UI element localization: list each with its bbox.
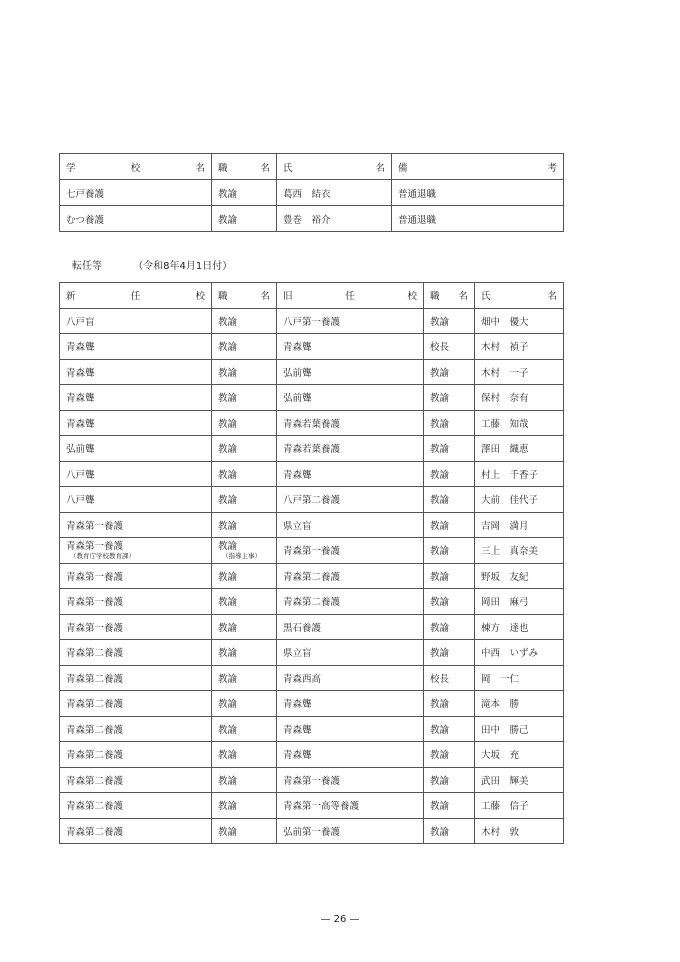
table-row (60, 180, 564, 206)
cell-name-text: 田中 勝己 (481, 724, 529, 736)
cell-name-text: 木村 敦 (481, 826, 520, 838)
cell-old-school (277, 436, 424, 462)
cell-old-position-text: 教諭 (430, 495, 450, 507)
cell-new-position-text: 教諭 (218, 469, 238, 481)
retirement-table (59, 153, 564, 232)
cell-name (475, 461, 564, 487)
cell-old-position-text: 教諭 (430, 418, 450, 430)
cell-new-school-text: 八戸聾 (66, 469, 95, 481)
cell-new-school (60, 359, 212, 385)
cell-old-school (277, 742, 424, 768)
cell-new-school-text: 八戸盲 (66, 316, 95, 328)
cell-new-school-text: 青森聾 (66, 342, 95, 354)
cell-old-school (277, 716, 424, 742)
cell-old-school-text: 青森聾 (283, 750, 312, 762)
cell-new-school-text: 青森第二養護 (66, 673, 124, 685)
cell-name (475, 308, 564, 334)
cell-new-position-text: 教諭 (218, 597, 238, 609)
cell-new-school (60, 385, 212, 411)
table-row (60, 665, 564, 691)
table-row (60, 538, 564, 564)
cell-old-position (424, 385, 475, 411)
cell-school (60, 206, 212, 232)
table-row (60, 793, 564, 819)
cell-old-school-text: 八戸第一養護 (283, 316, 341, 328)
transfer-table (59, 282, 564, 844)
cell-new-position (212, 410, 277, 436)
table-header-row (60, 283, 564, 309)
cell-new-school-text: 青森第二養護 (66, 801, 124, 813)
cell-old-position-text: 教諭 (430, 622, 450, 634)
cell-note (392, 206, 564, 232)
cell-new-school (60, 716, 212, 742)
cell-new-position-text: 教諭 (218, 750, 238, 762)
table-row (60, 436, 564, 462)
cell-old-school (277, 538, 424, 564)
cell-old-position (424, 512, 475, 538)
cell-position (212, 206, 277, 232)
cell-note (392, 180, 564, 206)
cell-new-position (212, 385, 277, 411)
cell-name-text: 葛西 結衣 (283, 188, 331, 200)
cell-name (475, 716, 564, 742)
cell-new-position (212, 436, 277, 462)
cell-new-position-text: 教諭 (218, 699, 238, 711)
cell-name-text: 野坂 友紀 (481, 571, 529, 583)
cell-old-school-text: 青森聾 (283, 724, 312, 736)
cell-note-text: 普通退職 (398, 188, 437, 200)
cell-name (475, 410, 564, 436)
table-row (60, 206, 564, 232)
cell-new-school-text: 八戸聾 (66, 495, 95, 507)
header-school: 学 校 名 (60, 154, 212, 180)
cell-old-position (424, 665, 475, 691)
cell-old-school (277, 563, 424, 589)
cell-old-position-text: 教諭 (430, 444, 450, 456)
cell-name-text: 吉岡 満月 (481, 520, 529, 532)
cell-old-school-text: 青森聾 (283, 342, 312, 354)
cell-name (475, 385, 564, 411)
table-header-row (60, 154, 564, 180)
cell-name (277, 206, 392, 232)
cell-old-school (277, 334, 424, 360)
cell-old-school-text: 青森西高 (283, 673, 322, 685)
cell-new-position (212, 308, 277, 334)
cell-new-school-subtext: （教育庁学校教育課） (70, 551, 135, 560)
cell-old-school-text: 弘前聾 (283, 367, 312, 379)
cell-note-text: 普通退職 (398, 214, 437, 226)
header-new-school: 新 任 校 (60, 283, 212, 309)
cell-name (475, 436, 564, 462)
cell-old-school (277, 691, 424, 717)
cell-old-school-text: 青森第一高等養護 (283, 801, 360, 813)
cell-old-position-text: 教諭 (430, 699, 450, 711)
cell-old-position-text: 教諭 (430, 724, 450, 736)
cell-school-text: むつ養護 (66, 214, 105, 226)
cell-name-text: 保村 奈有 (481, 393, 529, 405)
cell-old-school-text: 青森第二養護 (283, 571, 341, 583)
cell-new-school-text: 青森第一養護 (66, 520, 124, 532)
cell-old-position-text: 教諭 (430, 597, 450, 609)
cell-old-school-text: 青森第一養護 (283, 546, 341, 558)
cell-name-text: 岡 一仁 (481, 673, 520, 685)
cell-new-school-text: 青森第二養護 (66, 699, 124, 711)
cell-new-position-text: 教諭 (218, 316, 238, 328)
cell-old-school (277, 308, 424, 334)
cell-old-position (424, 793, 475, 819)
cell-old-school-text: 青森聾 (283, 699, 312, 711)
cell-new-position-text: 教諭 (218, 775, 238, 787)
cell-name-text: 木村 禎子 (481, 342, 529, 354)
header-note: 備 考 (392, 154, 564, 180)
cell-name (475, 487, 564, 513)
table-row (60, 512, 564, 538)
cell-new-position (212, 818, 277, 844)
cell-new-school (60, 691, 212, 717)
cell-old-school-text: 青森若葉養護 (283, 418, 341, 430)
cell-name-text: 大前 佳代子 (481, 495, 539, 507)
cell-new-school (60, 461, 212, 487)
cell-old-position-text: 校長 (430, 342, 450, 354)
cell-new-position-text: 教諭 (218, 418, 238, 430)
cell-new-position (212, 334, 277, 360)
cell-old-position (424, 742, 475, 768)
cell-new-school (60, 665, 212, 691)
table-row (60, 818, 564, 844)
cell-name (475, 512, 564, 538)
table-row (60, 767, 564, 793)
cell-new-position (212, 589, 277, 615)
cell-name (475, 818, 564, 844)
cell-old-position-text: 教諭 (430, 393, 450, 405)
cell-name-text: 畑中 優大 (481, 316, 529, 328)
cell-new-position-text: 教諭 (218, 367, 238, 379)
cell-position-text: 教諭 (218, 214, 238, 226)
table-row (60, 563, 564, 589)
cell-new-position-text: 教諭 (218, 801, 238, 813)
cell-new-school-text: 青森第一養護 (66, 597, 124, 609)
cell-old-position (424, 640, 475, 666)
cell-old-position-text: 教諭 (430, 469, 450, 481)
cell-old-position-text: 教諭 (430, 775, 450, 787)
cell-old-position (424, 614, 475, 640)
header-old-position: 職 名 (424, 283, 475, 309)
cell-old-position (424, 563, 475, 589)
cell-name (475, 691, 564, 717)
cell-old-school-text: 青森第一養護 (283, 775, 341, 787)
cell-old-position-text: 教諭 (430, 367, 450, 379)
cell-school-text: 七戸養護 (66, 188, 105, 200)
cell-old-school (277, 767, 424, 793)
cell-old-position (424, 436, 475, 462)
cell-old-position (424, 716, 475, 742)
cell-new-position (212, 461, 277, 487)
table-row (60, 359, 564, 385)
cell-old-position-text: 教諭 (430, 648, 450, 660)
cell-name (277, 180, 392, 206)
cell-name-text: 三上 真奈美 (481, 546, 539, 558)
cell-name (475, 334, 564, 360)
cell-new-position-text: 教諭 (218, 648, 238, 660)
cell-old-position (424, 538, 475, 564)
cell-old-position-text: 教諭 (430, 801, 450, 813)
cell-new-position-text: 教諭 (218, 393, 238, 405)
cell-new-school (60, 793, 212, 819)
cell-old-school (277, 359, 424, 385)
cell-new-position-text: 教諭 (218, 826, 238, 838)
table-row (60, 691, 564, 717)
cell-new-school-text: 青森第二養護 (66, 750, 124, 762)
cell-new-school-text: 青森第一養護 (66, 571, 124, 583)
cell-name (475, 538, 564, 564)
cell-new-school (60, 767, 212, 793)
cell-new-school (60, 818, 212, 844)
cell-name-text: 澤田 織恵 (481, 444, 529, 456)
cell-old-position-text: 教諭 (430, 546, 450, 558)
cell-new-position (212, 614, 277, 640)
cell-new-position-text: 教諭 (218, 673, 238, 685)
cell-new-position (212, 563, 277, 589)
table-row (60, 308, 564, 334)
cell-old-position (424, 308, 475, 334)
cell-new-position (212, 640, 277, 666)
cell-old-position-text: 教諭 (430, 316, 450, 328)
table-row (60, 461, 564, 487)
cell-new-school-text: 青森第二養護 (66, 648, 124, 660)
table-row (60, 589, 564, 615)
table-row (60, 385, 564, 411)
cell-new-school (60, 410, 212, 436)
cell-name-text: 村上 千香子 (481, 469, 539, 481)
cell-new-position-text: 教諭 (218, 495, 238, 507)
cell-new-school (60, 512, 212, 538)
table-row (60, 487, 564, 513)
cell-old-school (277, 818, 424, 844)
cell-old-school-text: 青森若葉養護 (283, 444, 341, 456)
cell-new-school-text: 青森聾 (66, 393, 95, 405)
cell-new-position (212, 691, 277, 717)
cell-new-school (60, 640, 212, 666)
table-row (60, 614, 564, 640)
cell-new-position (212, 742, 277, 768)
header-position: 職 名 (212, 154, 277, 180)
cell-name (475, 793, 564, 819)
cell-new-school-text: 青森第二養護 (66, 775, 124, 787)
cell-new-position-text: 教諭 (218, 622, 238, 634)
cell-school (60, 180, 212, 206)
cell-old-school-text: 弘前第一養護 (283, 826, 341, 838)
cell-old-school (277, 640, 424, 666)
cell-old-school (277, 665, 424, 691)
cell-old-school-text: 青森聾 (283, 469, 312, 481)
cell-new-position-text: 教諭 (218, 520, 238, 532)
table-row (60, 716, 564, 742)
cell-name (475, 742, 564, 768)
cell-name-text: 滝本 勝 (481, 699, 520, 711)
table-row (60, 742, 564, 768)
table-row (60, 334, 564, 360)
cell-new-position (212, 512, 277, 538)
cell-name-text: 豊巻 裕介 (283, 214, 331, 226)
cell-old-position-text: 校長 (430, 673, 450, 685)
cell-old-position (424, 767, 475, 793)
cell-new-school-text: 弘前聾 (66, 444, 95, 456)
cell-name-text: 棟方 達也 (481, 622, 529, 634)
cell-name-text: 岡田 麻弓 (481, 597, 529, 609)
cell-name-text: 工藤 信子 (481, 801, 529, 813)
cell-old-position (424, 461, 475, 487)
cell-old-position-text: 教諭 (430, 520, 450, 532)
cell-position (212, 180, 277, 206)
transfer-caption (72, 257, 232, 272)
cell-name-text: 木村 一子 (481, 367, 529, 379)
cell-old-position-text: 教諭 (430, 826, 450, 838)
cell-name (475, 665, 564, 691)
cell-name-text: 武田 輝美 (481, 775, 529, 787)
cell-name-text: 工藤 知哉 (481, 418, 529, 430)
cell-new-school-text: 青森聾 (66, 367, 95, 379)
cell-new-school (60, 334, 212, 360)
cell-old-school (277, 614, 424, 640)
cell-new-position-text: 教諭 (218, 724, 238, 736)
table-row (60, 640, 564, 666)
cell-old-school (277, 410, 424, 436)
cell-name (475, 767, 564, 793)
cell-old-school (277, 487, 424, 513)
cell-name-text: 中西 いずみ (481, 648, 539, 660)
cell-new-position (212, 716, 277, 742)
cell-name (475, 640, 564, 666)
cell-new-position (212, 359, 277, 385)
cell-new-school-text: 青森第一養護 (66, 622, 124, 634)
cell-old-position-text: 教諭 (430, 750, 450, 762)
cell-name (475, 359, 564, 385)
cell-new-position-subtext: （指導主事） (222, 551, 261, 560)
cell-new-position-text: 教諭 (218, 540, 238, 552)
header-new-position: 職 名 (212, 283, 277, 309)
cell-old-school-text: 県立盲 (283, 648, 312, 660)
cell-new-school (60, 436, 212, 462)
cell-new-position (212, 665, 277, 691)
cell-old-school (277, 461, 424, 487)
cell-old-school (277, 793, 424, 819)
cell-new-school (60, 742, 212, 768)
cell-new-school (60, 538, 212, 564)
cell-old-school (277, 385, 424, 411)
cell-name (475, 589, 564, 615)
cell-old-position (424, 818, 475, 844)
cell-old-position (424, 410, 475, 436)
cell-new-position (212, 793, 277, 819)
cell-new-school (60, 563, 212, 589)
cell-new-school (60, 308, 212, 334)
cell-old-position-text: 教諭 (430, 571, 450, 583)
cell-new-school-text: 青森第二養護 (66, 724, 124, 736)
cell-old-position (424, 691, 475, 717)
cell-old-school (277, 589, 424, 615)
cell-old-school-text: 県立盲 (283, 520, 312, 532)
page-number: — 26 — (320, 914, 360, 925)
cell-name (475, 563, 564, 589)
cell-name (475, 614, 564, 640)
cell-old-school-text: 青森第二養護 (283, 597, 341, 609)
cell-old-school-text: 弘前聾 (283, 393, 312, 405)
cell-new-position (212, 538, 277, 564)
cell-old-position (424, 589, 475, 615)
cell-new-school (60, 614, 212, 640)
cell-old-school-text: 八戸第二養護 (283, 495, 341, 507)
cell-old-position (424, 334, 475, 360)
cell-new-position-text: 教諭 (218, 571, 238, 583)
cell-new-school-text: 青森聾 (66, 418, 95, 430)
cell-new-school-text: 青森第一養護 (66, 540, 124, 552)
transfer-title: 転任等 (72, 261, 102, 272)
cell-new-school (60, 589, 212, 615)
cell-old-position (424, 487, 475, 513)
cell-position-text: 教諭 (218, 188, 238, 200)
header-old-school: 旧 任 校 (277, 283, 424, 309)
cell-new-position-text: 教諭 (218, 444, 238, 456)
cell-new-position (212, 487, 277, 513)
cell-new-school (60, 487, 212, 513)
cell-name-text: 大坂 充 (481, 750, 520, 762)
table-row (60, 410, 564, 436)
cell-old-school (277, 512, 424, 538)
cell-new-position (212, 767, 277, 793)
cell-new-position-text: 教諭 (218, 342, 238, 354)
header-name: 氏 名 (475, 283, 564, 309)
cell-old-school-text: 黒石養護 (283, 622, 322, 634)
header-name: 氏 名 (277, 154, 392, 180)
transfer-date: （令和8年4月1日付） (133, 261, 233, 272)
cell-old-position (424, 359, 475, 385)
cell-new-school-text: 青森第二養護 (66, 826, 124, 838)
